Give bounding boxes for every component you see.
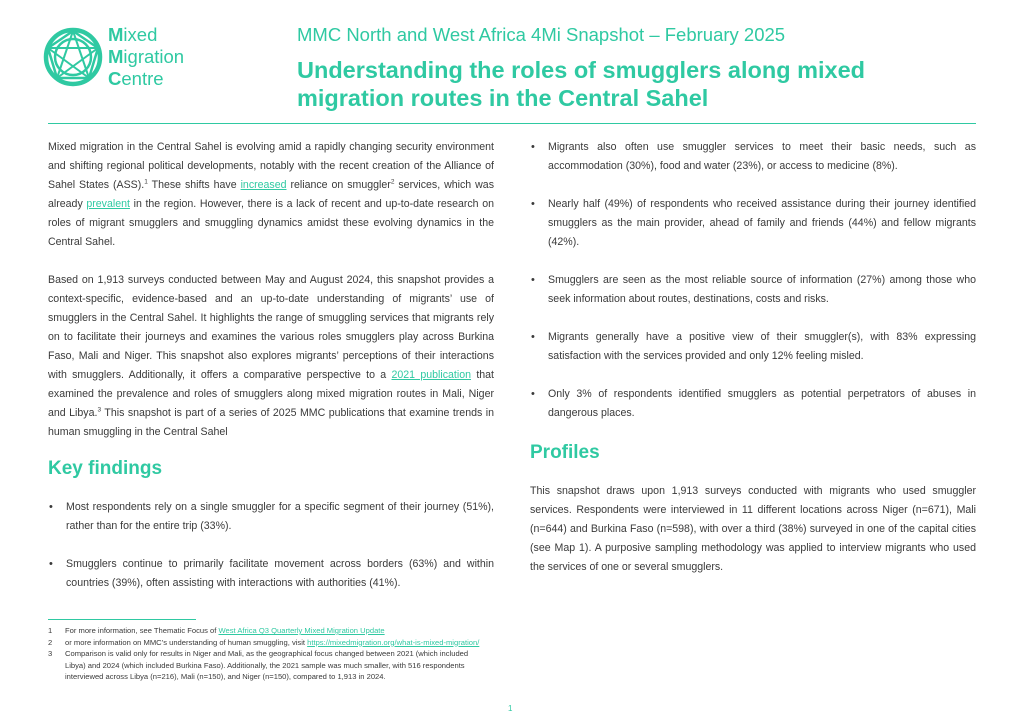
list-item: • Smugglers are seen as the most reliable source of information (27%) among those who seek information about routes, destinations, costs and risks. <box>530 271 976 309</box>
list-item: • Nearly half (49%) of respondents who received assistance during their journey identified smugglers as the main provider, ahead of family and friends (44%) and fellow migrants (42%). <box>530 195 976 252</box>
logo-word-mixed: ixed <box>123 24 158 45</box>
intro-paragraph-1: Mixed migration in the Central Sahel is evolving amid a rapidly changing security environment and shifting regional political developments, notably with the recent creation of the Alliance of Sahel States (ASS).$^1$ These shifts have increased reliance on smuggler$^2$ services, which was already prevalent in the region. However, there is a lack of recent and up-to-date research on roles of migrant smugglers and smuggling dynamics amidst these evolving dynamics in the Central Sahel. <box>48 141 494 248</box>
profiles-heading: Profiles <box>530 442 600 463</box>
footnote-divider <box>48 619 196 620</box>
link-increased[interactable]: increased <box>240 179 287 191</box>
logo-initial-c: C <box>108 68 122 89</box>
key-findings-list-left <box>48 498 494 593</box>
bullet-icon: • <box>49 501 53 513</box>
bullet-icon: • <box>531 331 535 343</box>
logo-initial-m1: M <box>108 24 124 45</box>
link-2021-publication[interactable]: 2021 publication <box>391 369 472 381</box>
logo-wordmark <box>108 24 184 90</box>
logo-word-centre: entre <box>121 68 164 89</box>
snapshot-subtitle: MMC North and West Africa 4Mi Snapshot – February 2025 <box>297 24 786 45</box>
bullet-icon: • <box>531 388 535 400</box>
list-item: • Only 3% of respondents identified smugglers as potential perpetrators of abuses in dangerous places. <box>530 385 976 423</box>
footnote-ref-2[interactable]: 2 <box>390 178 395 186</box>
list-item: • Migrants also often use smuggler services to meet their basic needs, such as accommodation (30%), food and water (23%), or access to medicine (8%). <box>530 138 976 176</box>
right-column <box>530 138 976 577</box>
footnote-2: 2 or more information on MMC’s understanding of human smuggling, visit https://mixedmigration.org/what-is-mixed-migration/ <box>48 637 480 647</box>
list-item: • Most respondents rely on a single smuggler for a specific segment of their journey (51%), rather than for the entire trip (33%). <box>48 498 494 536</box>
page-title: Understanding the roles of smugglers along mixed migration routes in the Central Sahel <box>297 57 866 111</box>
footnote-1: 1 For more information, see Thematic Focus of West Africa Q3 Quarterly Mixed Migration Update <box>48 626 385 635</box>
logo-initial-m2: M <box>108 46 124 67</box>
footnote-3: 3 Comparison is valid only for results in Niger and Mali, as the geographical focus changed between 2021 (which included Libya) and 2024 (which included Burkina Faso). Additionally, the 2021 sample was much smaller, with 516 respondents interviewed across Libya (n=216), Mali (n=150), and Niger (n=150), compared to 1,913 in 2024. <box>48 649 469 681</box>
logo-word-migration: igration <box>123 46 185 67</box>
page-number: 1 <box>508 704 513 713</box>
bullet-icon: • <box>531 274 535 286</box>
footnote-ref-3[interactable]: 3 <box>97 406 102 414</box>
link-what-is-mixed-migration[interactable]: https://mixedmigration.org/what-is-mixed-migration/ <box>307 637 480 647</box>
link-west-africa-q3-update[interactable]: West Africa Q3 Quarterly Mixed Migration Update <box>218 626 385 635</box>
footnote-ref-1[interactable]: 1 <box>144 178 148 186</box>
link-prevalent[interactable]: prevalent <box>86 198 130 210</box>
left-column <box>48 138 494 612</box>
intro-paragraph-2: Based on 1,913 surveys conducted between May and August 2024, this snapshot provides a context-specific, evidence-based and an up-to-date understanding of migrants’ use of smugglers in the Central Sahel. It highlights the range of smuggling services that migrants rely on to facilitate their journeys and examines the various roles smugglers play across Burkina Faso, Mali and Niger. This snapshot also explores migrants’ perceptions of their interactions with smugglers. Additionally, it offers a comparative perspective to a 2021 publication that examined the prevalence and roles of smugglers along mixed migration routes in Mali, Niger and Libya.$^3$ This snapshot is part of a series of 2025 MMC publications that examine trends in human smuggling in the Central Sahel <box>48 274 494 438</box>
bullet-icon: • <box>531 141 535 153</box>
profiles-paragraph: This snapshot draws upon 1,913 surveys conducted with migrants who used smuggler services. Respondents were interviewed in 11 different locations across Niger (n=671), Mali (n=644) and Burkina Faso (n=598), with over a third (38%) surveyed in one of the capital cities (see Map 1). A purposive sampling methodology was applied to interview migrants who used the services of one or several smugglers. <box>530 485 976 573</box>
key-findings-heading: Key findings <box>48 458 163 479</box>
bullet-icon: • <box>531 198 535 210</box>
key-findings-list-right <box>530 138 976 423</box>
list-item: • Migrants generally have a positive view of their smuggler(s), with 83% expressing satisfaction with the services provided and only 12% feeling misled. <box>530 328 976 366</box>
header-divider <box>48 123 976 124</box>
bullet-icon: • <box>49 558 53 570</box>
globe-network-icon <box>42 26 104 88</box>
mmc-logo <box>42 26 222 96</box>
footnotes <box>48 625 488 683</box>
list-item: • Smugglers continue to primarily facilitate movement across borders (63%) and within countries (39%), often assisting with interactions with authorities (41%). <box>48 555 494 593</box>
